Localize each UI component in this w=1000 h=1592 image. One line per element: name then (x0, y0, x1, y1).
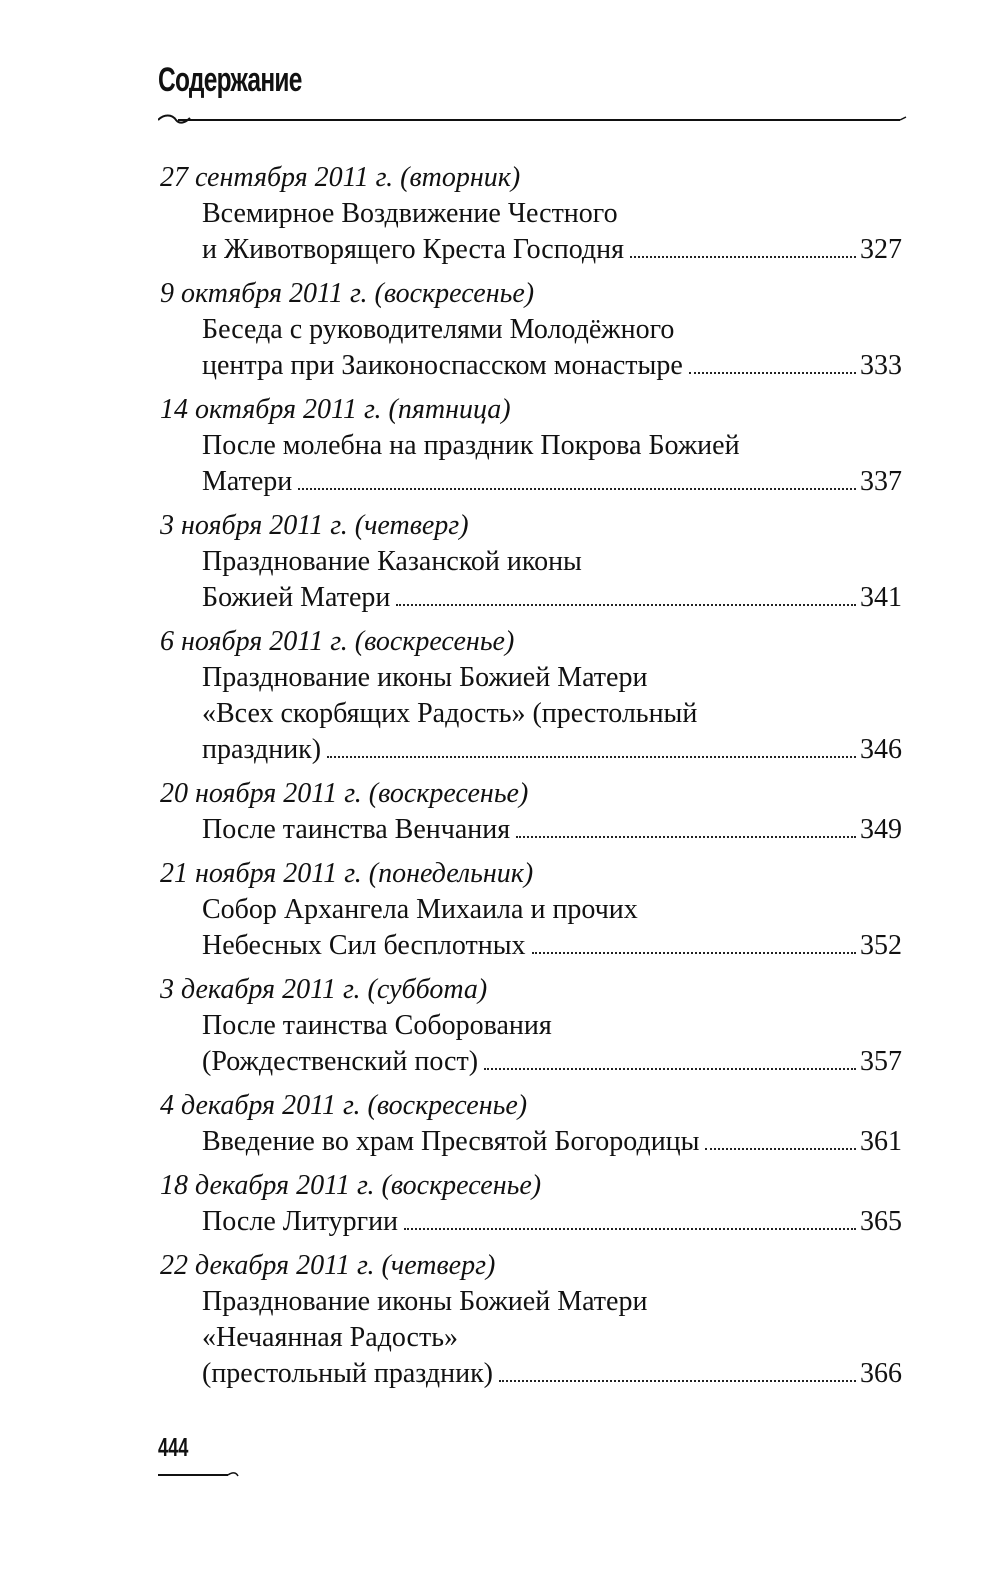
page-title: Содержание (158, 61, 302, 99)
dot-leader (298, 488, 856, 490)
toc-entry-title-text: и Животворящего Креста Господня (202, 234, 625, 265)
toc-entry-title (160, 428, 902, 500)
toc-entry-date: 21 ноября 2011 г. (понедельник) (160, 858, 534, 889)
toc-entry-title (160, 892, 902, 964)
dot-leader (630, 256, 856, 258)
toc-entry-page-number: 357 (860, 1046, 902, 1077)
toc-entry-title (160, 1204, 902, 1240)
toc-entry-title-line: Празднование иконы Божией Матери (202, 1286, 648, 1317)
toc-entry-date: 27 сентября 2011 г. (вторник) (160, 162, 521, 193)
toc-entry (160, 276, 902, 384)
toc-entry-title-line: «Нечаянная Радость» (202, 1322, 458, 1353)
dot-leader (396, 604, 856, 606)
toc-entry (160, 392, 902, 500)
toc-entry-title-line: Собор Архангела Михаила и прочих (202, 894, 638, 925)
toc-entry-title-text: Матери (202, 466, 293, 497)
toc-entry-title-line (202, 232, 902, 268)
toc-entry-date: 18 декабря 2011 г. (воскресенье) (160, 1170, 542, 1201)
toc-entry-page-number: 337 (860, 466, 902, 497)
toc-entry-title-line: Празднование Казанской иконы (202, 546, 582, 577)
dot-leader (689, 372, 856, 374)
toc-entry-title-line (202, 348, 902, 384)
toc-entry (160, 856, 902, 964)
toc-entry-title-text: центра при Заиконоспасском монастыре (202, 350, 683, 381)
toc-entry-title (160, 544, 902, 616)
toc-entry-title-text: (престольный праздник) (202, 1358, 493, 1389)
toc-entry-title-line (202, 580, 902, 616)
toc-entry-date: 20 ноября 2011 г. (воскресенье) (160, 778, 529, 809)
toc-entry-title (160, 660, 902, 768)
toc-entry-title (160, 812, 902, 848)
toc-entry-title-line (202, 732, 902, 768)
toc-entry (160, 508, 902, 616)
toc-entry (160, 160, 902, 268)
toc-entry-date: 3 ноября 2011 г. (четверг) (160, 510, 469, 541)
toc-entry (160, 1168, 902, 1240)
toc-entry-date: 3 декабря 2011 г. (суббота) (160, 974, 488, 1005)
toc-entry (160, 972, 902, 1080)
toc-entry-title-text: Небесных Сил бесплотных (202, 930, 526, 961)
toc-entry-title-line (202, 928, 902, 964)
toc-entry-page-number: 346 (860, 734, 902, 765)
toc-entry-title-text: Введение во храм Пресвятой Богородицы (202, 1126, 700, 1157)
toc-entry-title-line: Беседа с руководителями Молодёжного (202, 314, 675, 345)
toc-entry-title-line: Всемирное Воздвижение Честного (202, 198, 618, 229)
running-header (158, 60, 908, 100)
page-number: 444 (158, 1432, 189, 1462)
toc-entry-title-text: (Рождественский пост) (202, 1046, 479, 1077)
toc-entry-title (160, 1284, 902, 1392)
page-footer (158, 1432, 248, 1462)
toc-entry-title (160, 1008, 902, 1080)
toc-entry (160, 776, 902, 848)
toc-entry-page-number: 361 (860, 1126, 902, 1157)
toc-entry-title (160, 312, 902, 384)
dot-leader (484, 1068, 856, 1070)
toc-entry-page-number: 365 (860, 1206, 902, 1237)
toc-entry-title-line: После таинства Соборования (202, 1010, 552, 1041)
toc-entry-date: 6 ноября 2011 г. (воскресенье) (160, 626, 515, 657)
toc-entry (160, 1088, 902, 1160)
toc-entry-page-number: 341 (860, 582, 902, 613)
dot-leader (327, 756, 856, 758)
toc-entry-title-line (202, 1124, 902, 1160)
table-of-contents (160, 160, 902, 1400)
toc-entry-date: 4 декабря 2011 г. (воскресенье) (160, 1090, 528, 1121)
toc-entry-page-number: 366 (860, 1358, 902, 1389)
toc-entry-page-number: 349 (860, 814, 902, 845)
toc-entry-title-line (202, 812, 902, 848)
dot-leader (705, 1148, 856, 1150)
toc-entry-date: 22 декабря 2011 г. (четверг) (160, 1250, 496, 1281)
toc-entry-title-text: праздник) (202, 734, 322, 765)
dot-leader (516, 836, 856, 838)
toc-entry-title-line: Празднование иконы Божией Матери (202, 662, 648, 693)
toc-entry-date: 14 октября 2011 г. (пятница) (160, 394, 511, 425)
footer-flourish-ornament (158, 1468, 240, 1482)
header-rule-ornament (158, 112, 908, 126)
toc-entry (160, 1248, 902, 1392)
dot-leader (532, 952, 856, 954)
toc-entry (160, 624, 902, 768)
toc-entry-title-line: После молебна на праздник Покрова Божией (202, 430, 740, 461)
toc-entry-title (160, 196, 902, 268)
toc-entry-title-text: Божией Матери (202, 582, 391, 613)
toc-entry-title-text: После Литургии (202, 1206, 399, 1237)
toc-entry-title-line (202, 1044, 902, 1080)
toc-entry-title-line: «Всех скорбящих Радость» (престольный (202, 698, 698, 729)
dot-leader (404, 1228, 856, 1230)
toc-entry-title-line (202, 464, 902, 500)
toc-entry-title (160, 1124, 902, 1160)
toc-entry-title-line (202, 1204, 902, 1240)
toc-entry-title-line (202, 1356, 902, 1392)
toc-entry-title-text: После таинства Венчания (202, 814, 511, 845)
toc-entry-page-number: 352 (860, 930, 902, 961)
toc-entry-page-number: 327 (860, 234, 902, 265)
toc-entry-date: 9 октября 2011 г. (воскресенье) (160, 278, 535, 309)
dot-leader (499, 1380, 856, 1382)
toc-entry-page-number: 333 (860, 350, 902, 381)
